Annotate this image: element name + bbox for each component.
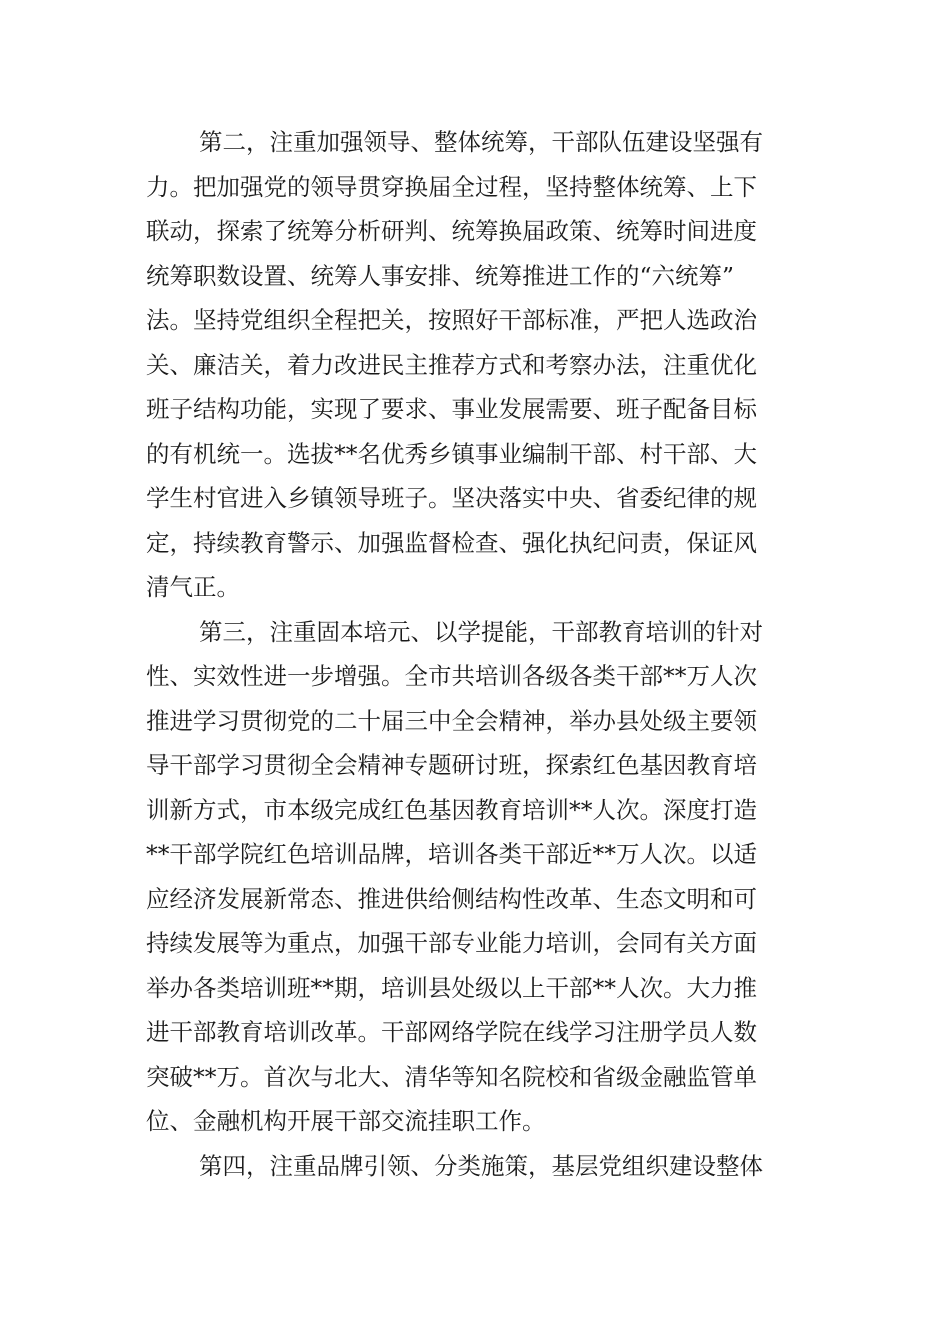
text-line: 联动，探索了统筹分析研判、统筹换届政策、统筹时间进度 bbox=[146, 217, 757, 245]
text-line: 第三，注重固本培元、以学提能，干部教育培训的针对 bbox=[199, 617, 763, 646]
text-line: 应经济发展新常态、推进供给侧结构性改革、生态文明和可 bbox=[146, 884, 757, 913]
text-line: 第四，注重品牌引领、分类施策，基层党组织建设整体 bbox=[199, 1151, 763, 1180]
text-line: 导干部学习贯彻全会精神专题研讨班，探索红色基因教育培 bbox=[146, 751, 757, 779]
text-line: 持续发展等为重点，加强干部专业能力培训，会同有关方面 bbox=[146, 929, 757, 957]
document-body bbox=[146, 120, 814, 1188]
text-line: 进干部教育培训改革。干部网络学院在线学习注册学员人数 bbox=[146, 1018, 757, 1046]
text-line: 清气正。 bbox=[146, 573, 240, 601]
paragraph-second bbox=[146, 120, 814, 610]
text-line: 突破**万。首次与北大、清华等知名院校和省级金融监管单 bbox=[146, 1062, 757, 1091]
text-line: 统筹职数设置、统筹人事安排、统筹推进工作的“六统筹” bbox=[146, 261, 735, 290]
text-line: **干部学院红色培训品牌，培训各类干部近**万人次。以适 bbox=[146, 840, 757, 868]
text-line: 班子结构功能，实现了要求、事业发展需要、班子配备目标 bbox=[146, 395, 757, 423]
text-line: 举办各类培训班**期，培训县处级以上干部**人次。大力推 bbox=[146, 973, 757, 1002]
text-line: 学生村官进入乡镇领导班子。坚决落实中央、省委纪律的规 bbox=[146, 484, 757, 512]
text-line: 力。把加强党的领导贯穿换届全过程，坚持整体统筹、上下 bbox=[146, 172, 757, 201]
text-line: 的有机统一。选拔**名优秀乡镇事业编制干部、村干部、大 bbox=[146, 439, 757, 468]
text-line: 第二，注重加强领导、整体统筹，干部队伍建设坚强有 bbox=[199, 128, 763, 156]
paragraph-third bbox=[146, 610, 814, 1144]
paragraph-fourth bbox=[146, 1144, 814, 1189]
text-line: 关、廉洁关，着力改进民主推荐方式和考察办法，注重优化 bbox=[146, 350, 757, 379]
text-line: 推进学习贯彻党的二十届三中全会精神，举办县处级主要领 bbox=[146, 706, 757, 735]
text-line: 性、实效性进一步增强。全市共培训各级各类干部**万人次 bbox=[146, 662, 757, 690]
text-line: 位、金融机构开展干部交流挂职工作。 bbox=[146, 1107, 546, 1135]
text-line: 定，持续教育警示、加强监督检查、强化执纪问责，保证风 bbox=[146, 528, 757, 557]
text-line: 法。坚持党组织全程把关，按照好干部标准，严把人选政治 bbox=[146, 306, 757, 334]
text-line: 训新方式，市本级完成红色基因教育培训**人次。深度打造 bbox=[146, 795, 757, 824]
